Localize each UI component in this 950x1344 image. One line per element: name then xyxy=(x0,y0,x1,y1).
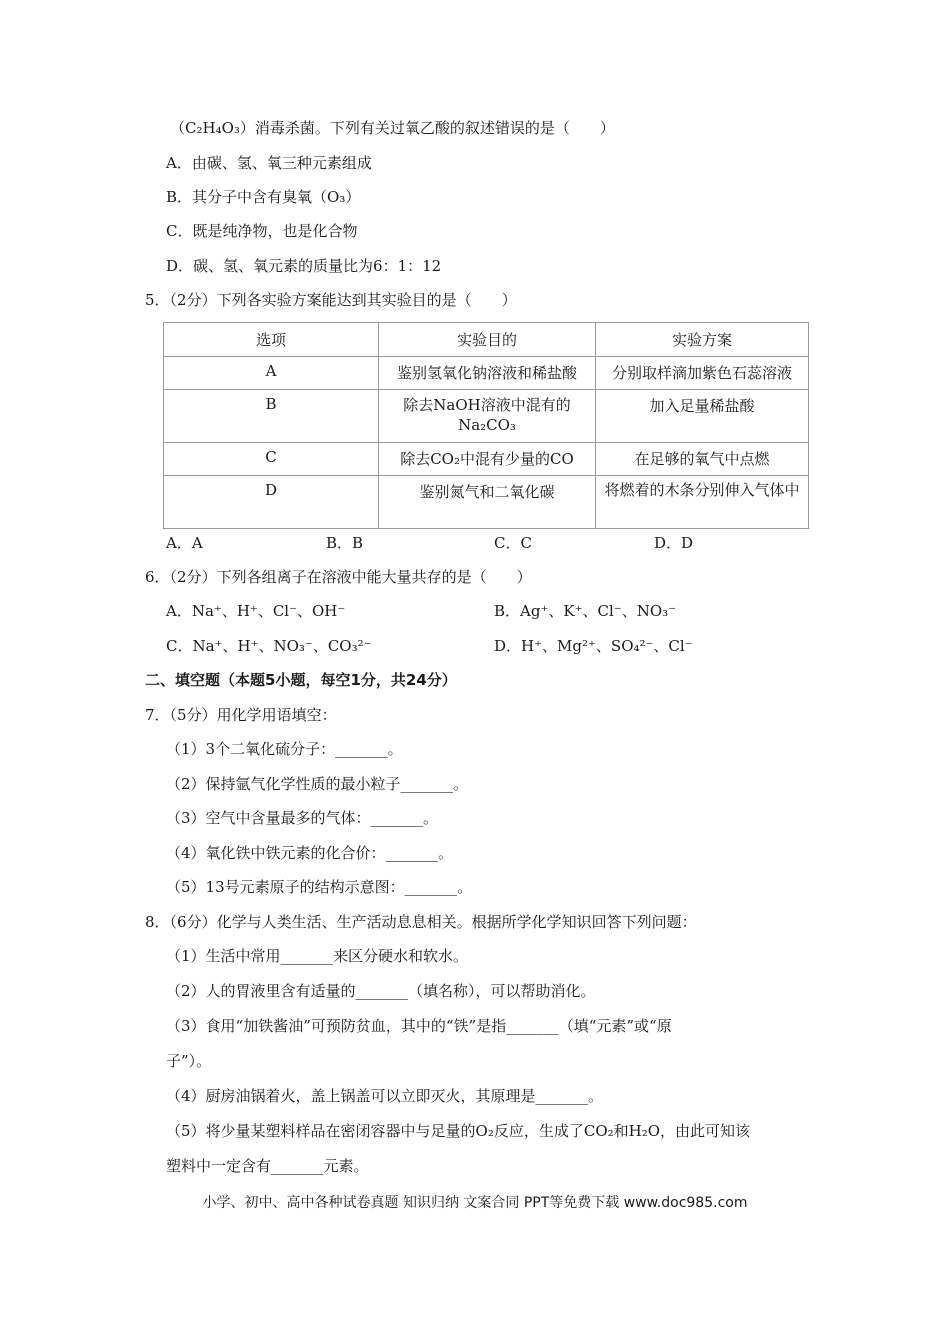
q8-item-3: （3）食用“加铁酱油”可预防贫血，其中的“铁”是指_______（填“元素”或“原 xyxy=(166,1017,672,1035)
page-footer: 小学、初中、高中各种试卷真题 知识归纳 文案合同 PPT等免费下载 www.doc985.com xyxy=(202,1195,748,1211)
q8-item-1: （1）生活中常用_______来区分硬水和软水。 xyxy=(166,947,469,965)
cell-option: B xyxy=(164,390,379,443)
header-method: 实验方案 xyxy=(596,323,809,357)
cell-method: 加入足量稀盐酸 xyxy=(596,390,809,443)
q6-option-d: D．H⁺、Mg²⁺、SO₄²⁻、Cl⁻ xyxy=(494,637,693,655)
table-row xyxy=(164,357,809,390)
q4-option-d: D．碳、氢、氧元素的质量比为6：1：12 xyxy=(166,257,442,275)
cell-purpose: 鉴别氢氧化钠溶液和稀盐酸 xyxy=(379,357,596,390)
q4-intro xyxy=(170,118,615,138)
table-row xyxy=(164,390,809,443)
cell-method: 在足够的氧气中点燃 xyxy=(596,443,809,476)
q7-item-3: （3）空气中含量最多的气体：_______。 xyxy=(166,809,439,827)
cell-method: 分别取样滴加紫色石蕊溶液 xyxy=(596,357,809,390)
q5-choice-c: C．C xyxy=(494,534,532,552)
q8-item-4: （4）厨房油锅着火，盖上锅盖可以立即灭火，其原理是_______。 xyxy=(166,1087,604,1105)
q5-choice-b: B．B xyxy=(326,534,364,552)
q8-item-2: （2）人的胃液里含有适量的_______（填名称），可以帮助消化。 xyxy=(166,982,596,1000)
q4-option-c: C．既是纯净物，也是化合物 xyxy=(166,222,358,240)
q5-stem: 5．（2分）下列各实验方案能达到其实验目的是（ ） xyxy=(145,291,517,309)
cell-option: A xyxy=(164,357,379,390)
q4-intro-text: 消毒杀菌。下列有关过氧乙酸的叙述错误的是（ ） xyxy=(254,119,615,137)
q4-option-a: A．由碳、氢、氧三种元素组成 xyxy=(166,154,372,172)
cell-option: D xyxy=(164,476,379,529)
q5-choice-a: A．A xyxy=(166,534,203,552)
cell-purpose: 除去CO₂中混有少量的CO xyxy=(379,443,596,476)
q7-item-5: （5）13号元素原子的结构示意图：_______。 xyxy=(166,878,473,896)
q7-item-4: （4）氧化铁中铁元素的化合价：_______。 xyxy=(166,844,454,862)
cell-purpose: 除去NaOH溶液中混有的Na₂CO₃ xyxy=(379,390,596,443)
q8-item-3-cont: 子”）。 xyxy=(166,1052,212,1070)
header-purpose: 实验目的 xyxy=(379,323,596,357)
q5-choice-d: D．D xyxy=(654,534,694,552)
table-row xyxy=(164,476,809,529)
q6-option-a: A．Na⁺、H⁺、Cl⁻、OH⁻ xyxy=(166,602,346,620)
cell-option: C xyxy=(164,443,379,476)
q6-option-b: B．Ag⁺、K⁺、Cl⁻、NO₃⁻ xyxy=(494,602,677,620)
table-header-row xyxy=(164,323,809,357)
cell-purpose: 鉴别氮气和二氧化碳 xyxy=(379,476,596,529)
q7-item-1: （1）3个二氧化硫分子：_______。 xyxy=(166,740,403,758)
q7-stem: 7．（5分）用化学用语填空： xyxy=(145,706,337,724)
experiment-table xyxy=(163,322,809,529)
section-heading: 二、填空题（本题5小题，每空1分，共24分） xyxy=(145,671,457,689)
q6-option-c: C．Na⁺、H⁺、NO₃⁻、CO₃²⁻ xyxy=(166,637,372,655)
q8-stem: 8．（6分）化学与人类生活、生产活动息息相关。根据所学化学知识回答下列问题： xyxy=(145,913,697,931)
q7-item-2: （2）保持氩气化学性质的最小粒子_______。 xyxy=(166,775,469,793)
header-option: 选项 xyxy=(164,323,379,357)
q4-formula: （C₂H₄O₃） xyxy=(170,119,255,137)
q4-option-b: B．其分子中含有臭氧（O₃） xyxy=(166,188,361,206)
cell-method: 将燃着的木条分别伸入气体中 xyxy=(596,476,809,529)
table-row xyxy=(164,443,809,476)
q6-stem: 6．（2分）下列各组离子在溶液中能大量共存的是（ ） xyxy=(145,568,532,586)
q8-item-5: （5）将少量某塑料样品在密闭容器中与足量的O₂反应，生成了CO₂和H₂O，由此可知该 xyxy=(166,1122,751,1140)
q8-item-5-cont: 塑料中一定含有_______元素。 xyxy=(166,1157,369,1175)
